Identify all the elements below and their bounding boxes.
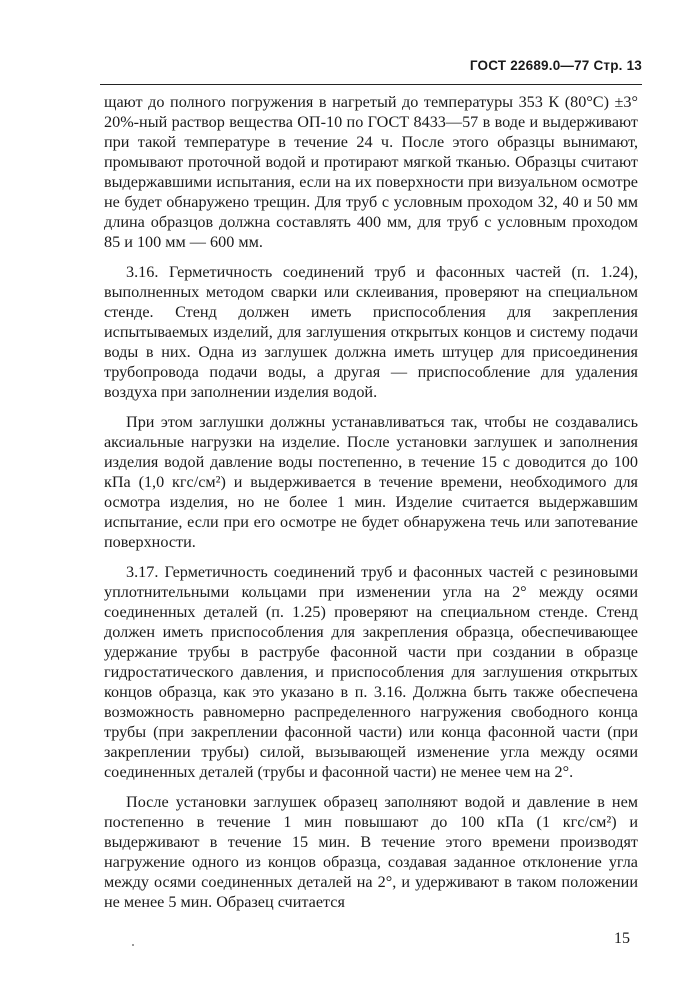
- paragraph-continuation: щают до полного погружения в нагретый до температуры 353 К (80°С) ±3° 20%-ный раствор вещества ОП-10 по ГОСТ 8433—57 в воде и выдерживают при такой температуре в течение 24 ч. После этого образцы вынимают, промывают проточной водой и протирают мягкой тканью. Образцы считают выдержавшими испытания, если на их поверхности при визуальном осмотре не будет обнаружено трещин. Для труб с условным проходом 32, 40 и 50 мм длина образцов должна составлять 400 мм, для труб с условным проходом 85 и 100 мм — 600 мм.: [104, 93, 638, 251]
- scan-speck: [132, 944, 134, 946]
- paragraph-3-17: 3.17. Герметичность соединений труб и фасонных частей с резиновыми уплотнительными кольцами при изменении угла на 2° между осями соединенных деталей (п. 1.25) проверяют на специальном стенде. Стенд должен иметь приспособления для закрепления образца, обеспечивающее удержание трубы в раструбе фасонной части при создании в образце гидростатического давления, и приспособления для заглушения открытых концов образца, как это указано в п. 3.16. Должна быть также обеспечена возможность равномерно распределенного нагружения свободного конца трубы (при закреплении фасонной части) или конца фасонной части (при закреплении трубы) силой, вызывающей изменение угла между осями соединенных деталей (трубы и фасонной части) не менее чем на 2°.: [104, 563, 638, 781]
- header-rule: [100, 84, 642, 85]
- page-number: 15: [614, 930, 630, 947]
- paragraph-3-17-cont: После установки заглушек образец заполняют водой и давление в нем постепенно в течение 1 мин повышают до 100 кПа (1 кгс/см²) и выдерживают в течение 15 мин. В течение этого времени производят нагружение одного из концов образца, создавая заданное отклонение угла между осями соединенных деталей на 2°, и удерживают в таком положении не менее 5 мин. Образец считается: [104, 793, 638, 911]
- paragraph-3-16-cont: При этом заглушки должны устанавливаться так, чтобы не создавались аксиальные нагрузки на изделие. После установки заглушек и заполнения изделия водой давление воды постепенно, в течение 15 с доводится до 100 кПа (1,0 кгс/см²) и выдерживается в течение времени, необходимого для осмотра изделия, но не более 1 мин. Изделие считается выдержавшим испытание, если при его осмотре не будет обнаружена течь или запотевание поверхности.: [104, 413, 638, 551]
- paragraph-3-16: 3.16. Герметичность соединений труб и фасонных частей (п. 1.24), выполненных методом сварки или склеивания, проверяют на специальном стенде. Стенд должен иметь приспособления для закрепления испытываемых изделий, для заглушения открытых концов и систему подачи воды в них. Одна из заглушек должна иметь штуцер для присоединения трубопровода подачи воды, а другая — приспособление для удаления воздуха при заполнении изделия водой.: [104, 263, 638, 401]
- running-header: ГОСТ 22689.0—77 Стр. 13: [469, 58, 642, 73]
- document-body: [104, 92, 638, 912]
